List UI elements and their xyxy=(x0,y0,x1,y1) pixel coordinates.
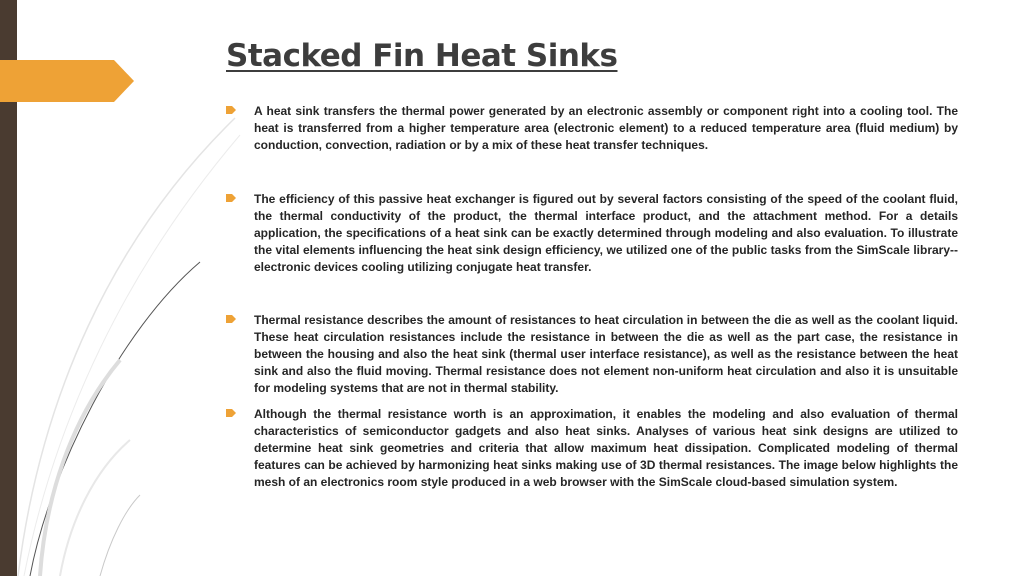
arrow-bullet-icon xyxy=(226,194,236,202)
bullet-item xyxy=(226,312,958,397)
title-chevron-accent xyxy=(0,60,134,102)
arrow-bullet-icon xyxy=(226,106,236,114)
arrow-bullet-icon xyxy=(226,315,236,323)
bullet-item xyxy=(226,191,958,276)
arrow-bullet-icon xyxy=(226,409,236,417)
bullet-list xyxy=(226,103,958,491)
bullet-text: Thermal resistance describes the amount of resistances to heat circulation in between the die as well as the coolant liquid. These heat circulation resistances include the resistance in between the die as well as the part case, the resistance in between the housing and also the heat sink (thermal user interface resistance), as well as the resistance between the heat sink and also the fluid moving. Thermal resistance does not element non-uniform heat circulation and also it is unsuitable for modeling systems that are not in thermal stability. xyxy=(254,313,958,395)
bullet-item xyxy=(226,103,958,154)
bullet-item xyxy=(226,406,958,491)
page-title: Stacked Fin Heat Sinks xyxy=(226,38,618,74)
bullet-text: A heat sink transfers the thermal power generated by an electronic assembly or component right into a cooling tool. The heat is transferred from a higher temperature area (electronic element) to a reduced temperature area (fluid medium) by conduction, convection, radiation or by a mix of these heat transfer techniques. xyxy=(254,104,958,152)
bullet-text: The efficiency of this passive heat exchanger is figured out by several factors consisting of the speed of the coolant fluid, the thermal conductivity of the product, the thermal interface product, and the attachment method. For a details application, the specifications of a heat sink can be exactly determined through modeling and also evaluation. To illustrate the vital elements influencing the heat sink design efficiency, we utilized one of the public tasks from the SimScale library-- electronic devices cooling utilizing conjugate heat transfer. xyxy=(254,192,958,274)
bullet-text: Although the thermal resistance worth is an approximation, it enables the modeling and also evaluation of thermal characteristics of semiconductor gadgets and also heat sinks. Analyses of various heat sink designs are utilized to determine heat sink geometries and criteria that allow maximum heat dissipation. Complicated modeling of thermal features can be achieved by harmonizing heat sinks making use of 3D thermal resistances. The image below highlights the mesh of an electronics room style produced in a web browser with the SimScale cloud-based simulation system. xyxy=(254,407,958,489)
